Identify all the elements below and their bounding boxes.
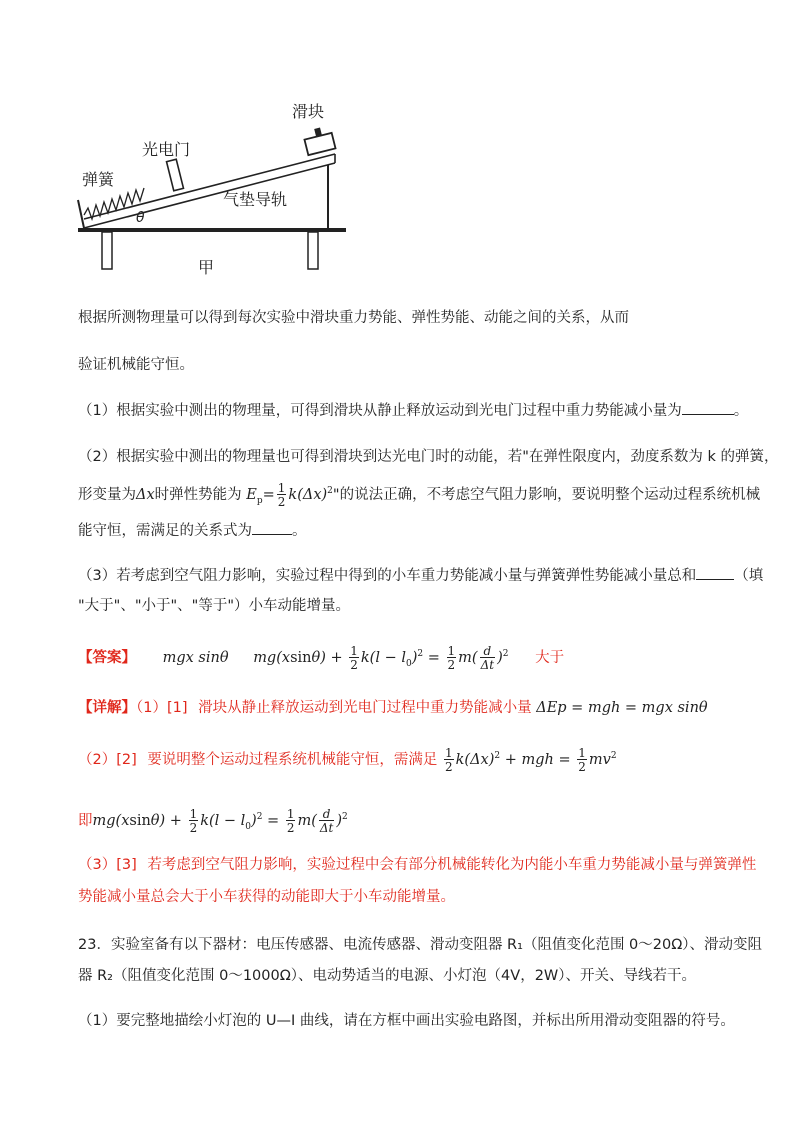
question-2-line-3: 能守恒，需满足的关系式为 。 <box>78 523 307 539</box>
question-3-line-2: "大于"、"小于"、"等于"）小车动能增量。 <box>78 598 351 614</box>
table-leg-right <box>308 232 318 269</box>
table-leg-left <box>102 232 112 269</box>
intro-line-2: 验证机械能守恒。 <box>78 357 194 373</box>
photogate <box>167 159 184 191</box>
apparatus-figure <box>70 95 360 285</box>
label-track: 气垫导轨 <box>223 190 288 209</box>
answer-blank-2[interactable] <box>252 522 292 535</box>
detail-3-line-2: 势能减小量总会大于小车获得的动能即大于小车动能增量。 <box>78 889 455 905</box>
answer-blank-1[interactable] <box>682 402 734 415</box>
answer-blank-3[interactable] <box>696 567 734 580</box>
spring-wall <box>78 200 84 228</box>
answer-3: 大于 <box>535 650 565 666</box>
detail-3-line-1: （3）[3] 若考虑到空气阻力影响，实验过程中会有部分机械能转化为内能小车重力势能减小量与弹簧弹性 <box>78 857 757 873</box>
question-1: （1）根据实验中测出的物理量，可得到滑块从静止释放运动到光电门过程中重力势能减小量为 。 <box>78 403 749 419</box>
detail-2b: 即mg(xsinθ) + $\frac{1}{2}$ $k(l - l_0)^2$ = $\frac{1}{2}$ m( $\frac{d}{\Delta t}$ )$^2$ <box>78 807 348 835</box>
figure-caption: 甲 <box>198 258 215 277</box>
detail-2: （2）[2] 要说明整个运动过程系统机械能守恒，需满足 $\frac{1}{2}$ $k(\Delta x)^2$ + mgh = $\frac{1}{2}$ $mv^2$ <box>78 746 617 774</box>
intro-line-1: 根据所测物理量可以得到每次实验中滑块重力势能、弹性势能、动能之间的关系，从而 <box>78 310 629 326</box>
question-23-line-1: 23．实验室备有以下器材：电压传感器、电流传感器、滑动变阻器 R₁（阻值变化范围 0～20Ω）、滑动变阻 <box>78 937 763 953</box>
detail-1-formula: ΔEp = mgh = mgx sinθ <box>536 700 708 716</box>
detail-1: 【详解】（1）[1] 滑块从静止释放运动到光电门过程中重力势能减小量 ΔEp = mgh = mgx sinθ <box>78 700 708 716</box>
detail-2b-formula: mg(xsinθ) + $\frac{1}{2}$ $k(l - l_0)^2$ = $\frac{1}{2}$ m( $\frac{d}{\Delta t}$ )$^2$ <box>92 807 348 835</box>
elastic-energy-formula: $E_p=$ $\frac{1}{2}$ $k(\Delta x)^2$ <box>246 481 333 509</box>
detail-tag: 【详解】 <box>78 700 136 716</box>
slider-block <box>304 133 335 155</box>
label-spring: 弹簧 <box>82 170 115 189</box>
air-track <box>84 163 335 228</box>
table-top <box>78 228 346 232</box>
answer-1: mgx sinθ <box>162 650 229 666</box>
question-3-line-1: （3）若考虑到空气阻力影响，实验过程中得到的小车重力势能减小量与弹簧弹性势能减小量总和 （填 <box>78 568 764 584</box>
question-23-line-2: 器 R₂（阻值变化范围 0～1000Ω）、电动势适当的电源、小灯泡（4V，2W）、开关、导线若干。 <box>78 968 697 984</box>
detail-2-formula: $\frac{1}{2}$ $k(\Delta x)^2$ + mgh = $\frac{1}{2}$ $mv^2$ <box>444 746 617 774</box>
label-angle: θ <box>136 210 145 226</box>
label-photogate: 光电门 <box>142 140 191 159</box>
answer-row <box>78 645 564 671</box>
answer-tag: 【答案】 <box>78 650 136 666</box>
label-slider: 滑块 <box>292 102 325 121</box>
question-23-sub-1: （1）要完整地描绘小灯泡的 U—I 曲线，请在方框中画出实验电路图，并标出所用滑动变阻器的符号。 <box>78 1013 735 1029</box>
question-2-line-2: 形变量为Δx时弹性势能为 $E_p=$ $\frac{1}{2}$ $k(\Delta x)^2$"的说法正确，不考虑空气阻力影响，要说明整个运动过程系统机械 <box>78 481 761 509</box>
question-2-line-1: （2）根据实验中测出的物理量也可得到滑块到达光电门时的动能，若"在弹性限度内，劲度系数为 k 的弹簧， <box>78 449 779 465</box>
answer-2: mg(xsinθ) + $\frac{1}{2}$ $k(l - l_0)^2$ = $\frac{1}{2}$ m( $\frac{d}{\Delta t}$ )$^2$ <box>253 644 509 672</box>
question-1-text: （1）根据实验中测出的物理量，可得到滑块从静止释放运动到光电门过程中重力势能减小量为 <box>78 403 682 419</box>
